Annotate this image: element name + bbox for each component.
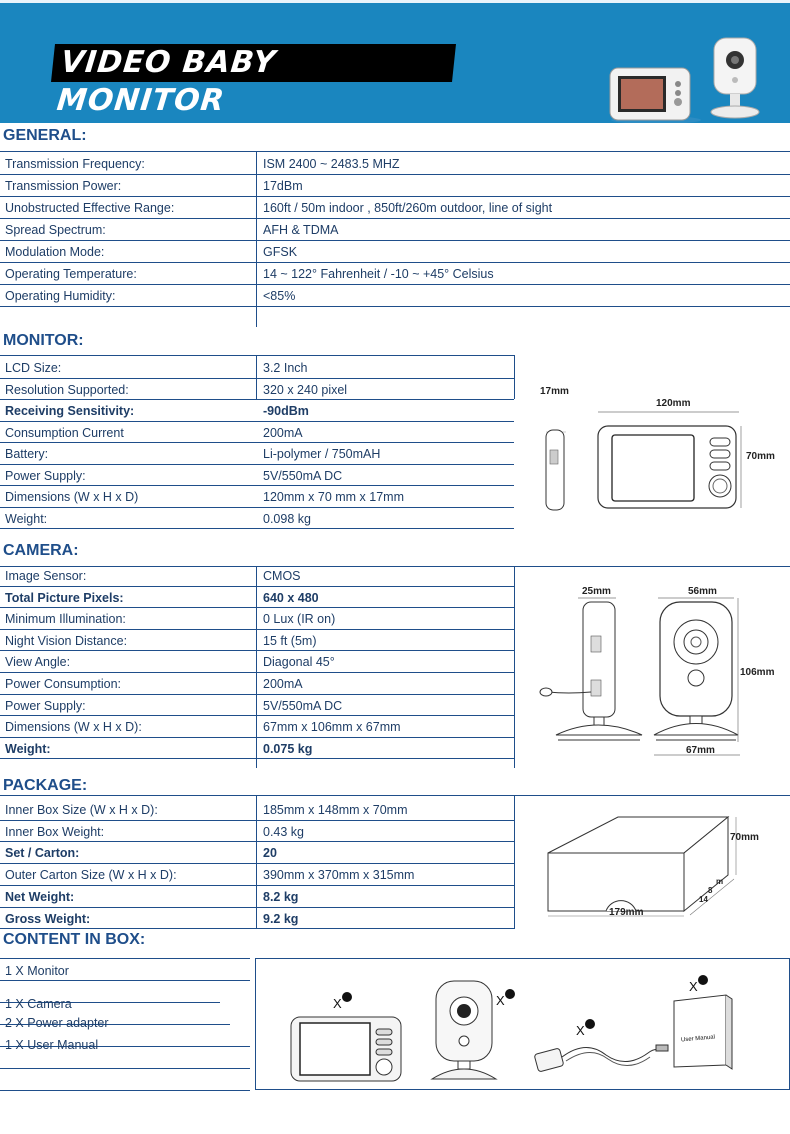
spec-row — [0, 197, 553, 219]
spec-label: Spread Spectrum: — [5, 223, 106, 237]
spec-value: 17dBm — [263, 179, 303, 193]
spec-value: 185mm x 148mm x 70mm — [263, 803, 408, 817]
content-item-label: 1 X Monitor — [5, 964, 69, 978]
spec-label: Dimensions (W x H x D): — [5, 720, 142, 735]
package-width-label: 179mm — [609, 907, 644, 918]
header-banner — [0, 0, 790, 123]
spec-row — [0, 842, 514, 864]
spec-label: Unobstructed Effective Range: — [5, 201, 175, 215]
spec-label: Resolution Supported: — [5, 382, 129, 397]
camera-base-label: 67mm — [686, 745, 715, 756]
camera-depth-label: 25mm — [582, 586, 611, 597]
spec-value: CMOS — [263, 569, 301, 583]
spec-row — [0, 285, 514, 307]
count-dot-icon — [698, 975, 708, 985]
spec-label: Night Vision Distance: — [5, 633, 128, 648]
spec-row — [0, 153, 514, 175]
spec-value: -90dBm — [263, 404, 309, 418]
divider — [0, 355, 514, 356]
spec-value: 160ft / 50m indoor , 850ft/260m outdoor, line of sight — [263, 201, 553, 215]
spec-label: Battery: — [5, 447, 49, 461]
spec-row — [0, 630, 514, 652]
divider — [0, 1068, 250, 1069]
spec-label: Inner Box Weight: — [5, 824, 105, 839]
spec-label: Outer Carton Size (W x H x D): — [5, 868, 177, 883]
section-title-content: CONTENT IN BOX: — [3, 931, 146, 948]
spec-value: AFH & TDMA — [263, 223, 339, 237]
content-item — [0, 1012, 250, 1034]
divider — [0, 151, 790, 152]
spec-row — [0, 175, 514, 197]
package-depth-label: 14 — [699, 895, 708, 904]
content-item — [0, 1034, 250, 1056]
spec-value: 200mA — [263, 677, 303, 691]
row-divider — [0, 758, 514, 759]
spec-row — [0, 508, 514, 530]
content-item — [0, 960, 250, 982]
spec-label: Weight: — [5, 511, 48, 526]
section-title-general: GENERAL: — [3, 127, 87, 144]
spec-label: Image Sensor: — [5, 569, 87, 583]
section-title-package: PACKAGE: — [3, 777, 88, 794]
spec-value: 320 x 240 pixel — [263, 382, 348, 397]
spec-label: LCD Size: — [5, 361, 62, 375]
divider — [0, 1090, 250, 1091]
spec-label: Consumption Current — [5, 425, 124, 440]
spec-value: 9.2 kg — [263, 911, 299, 926]
camera-width-label: 56mm — [688, 586, 717, 597]
package-depth-label: m — [716, 877, 724, 886]
content-item-label: 1 X Camera — [5, 997, 72, 1011]
spec-label: Transmission Power: — [5, 179, 122, 193]
spec-row — [0, 587, 514, 609]
spec-value: 120mm x 70 mm x 17mm — [263, 490, 405, 504]
column-divider — [514, 795, 515, 929]
content-item-label: 2 X Power adapter — [5, 1016, 109, 1030]
spec-label: Power Supply: — [5, 698, 86, 713]
spec-label: Power Consumption: — [5, 677, 122, 691]
column-divider — [514, 355, 515, 399]
spec-label: Dimensions (W x H x D) — [5, 490, 139, 504]
spec-row — [0, 908, 514, 930]
spec-row — [0, 379, 514, 401]
spec-row — [0, 400, 514, 422]
product-image — [606, 30, 786, 123]
spec-value: Diagonal 45° — [263, 655, 335, 670]
spec-row — [0, 263, 514, 285]
spec-value: 20 — [263, 846, 277, 861]
page-title: VIDEO BABY MONITOR — [51, 44, 456, 82]
divider — [0, 958, 250, 959]
spec-value: 0.098 kg — [263, 511, 311, 526]
spec-row — [0, 565, 514, 587]
spec-row — [0, 864, 514, 886]
row-divider — [0, 306, 790, 307]
spec-row — [0, 465, 514, 487]
spec-value: 8.2 kg — [263, 889, 299, 904]
section-title-monitor: MONITOR: — [3, 332, 84, 349]
camera-height-label: 106mm — [740, 667, 775, 678]
spec-label: Weight: — [5, 741, 51, 756]
spec-label: Modulation Mode: — [5, 245, 105, 259]
spec-value: <85% — [263, 289, 296, 303]
spec-value: 15 ft (5m) — [263, 633, 317, 648]
spec-label: Transmission Frequency: — [5, 157, 145, 171]
spec-label: View Angle: — [5, 655, 71, 670]
spec-row — [0, 651, 514, 673]
spec-row — [0, 673, 514, 695]
spec-label: Total Picture Pixels: — [5, 590, 124, 605]
spec-label: Net Weight: — [5, 889, 75, 904]
spec-label: Set / Carton: — [5, 846, 80, 861]
spec-value: GFSK — [263, 245, 298, 259]
monitor-depth-label: 17mm — [540, 386, 569, 397]
spec-value: 0.43 kg — [263, 824, 305, 839]
spec-row — [0, 695, 514, 717]
spec-label: Inner Box Size (W x H x D): — [5, 803, 158, 817]
package-box-drawing — [540, 805, 780, 925]
spec-value: 0 Lux (IR on) — [263, 612, 336, 627]
spec-row — [0, 821, 514, 843]
spec-label: Power Supply: — [5, 468, 86, 483]
package-height-label: 70mm — [730, 832, 759, 843]
manual-quantity: X — [689, 979, 708, 994]
spec-row — [0, 357, 514, 379]
spec-label: Operating Temperature: — [5, 267, 137, 281]
count-dot-icon — [342, 992, 352, 1002]
row-divider — [0, 528, 514, 529]
monitor-height-label: 70mm — [746, 451, 775, 462]
spec-row — [0, 443, 514, 465]
spec-value: 67mm x 106mm x 67mm — [263, 720, 401, 735]
spec-row — [0, 799, 514, 821]
spec-value: 640 x 480 — [263, 590, 319, 605]
header-top-strip — [0, 0, 790, 3]
monitor-width-label: 120mm — [656, 398, 691, 409]
manual-cover-label: User Manual — [680, 1034, 716, 1044]
spec-row — [0, 241, 514, 263]
spec-label: Gross Weight: — [5, 911, 91, 926]
content-item-label: 1 X User Manual — [5, 1038, 99, 1052]
content-illustration-box — [255, 958, 790, 1090]
spec-value: 3.2 Inch — [263, 361, 308, 375]
spec-value: 390mm x 370mm x 315mm — [263, 868, 415, 883]
spec-row — [0, 486, 514, 508]
spec-value: 5V/550mA DC — [263, 468, 343, 483]
row-divider — [0, 928, 514, 929]
spec-label: Minimum Illumination: — [5, 612, 126, 627]
adapter-quantity: X — [576, 1023, 595, 1038]
spec-row — [0, 422, 514, 444]
spec-row — [0, 738, 514, 760]
count-dot-icon — [505, 989, 515, 999]
spec-row — [0, 716, 514, 738]
spec-row — [0, 608, 514, 630]
spec-label: Receiving Sensitivity: — [5, 404, 135, 418]
spec-value: 0.075 kg — [263, 741, 313, 756]
column-divider — [514, 566, 515, 768]
spec-value: Li-polymer / 750mAH — [263, 447, 381, 461]
spec-value: ISM 2400 ~ 2483.5 MHZ — [263, 157, 400, 171]
spec-value: 5V/550mA DC — [263, 698, 343, 713]
package-depth-label: 8 — [708, 886, 713, 895]
spec-row — [0, 886, 514, 908]
divider — [0, 795, 790, 796]
camera-quantity: X — [496, 993, 515, 1008]
count-dot-icon — [585, 1019, 595, 1029]
content-illustrations — [256, 959, 790, 1091]
spec-value: 200mA — [263, 425, 303, 440]
spec-row — [0, 219, 514, 241]
section-title-camera: CAMERA: — [3, 542, 79, 559]
monitor-quantity: X — [333, 996, 352, 1011]
spec-label: Operating Humidity: — [5, 289, 116, 303]
spec-value: 14 ~ 122° Fahrenheit / -10 ~ +45° Celsius — [263, 267, 494, 281]
